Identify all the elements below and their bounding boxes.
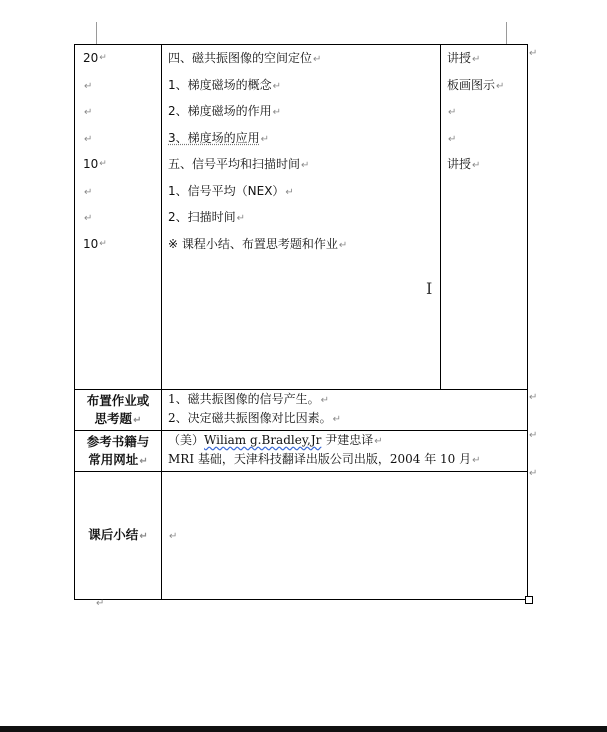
reference-line-2: MRI 基础，天津科技翻译出版公司出版，2004 年 10 月↵ bbox=[168, 452, 481, 466]
summary-row bbox=[75, 472, 528, 600]
time-line-5: ↵ bbox=[84, 186, 93, 198]
method-column bbox=[441, 45, 528, 390]
text-cursor-icon: I bbox=[426, 279, 433, 298]
method-line-2: ↵ bbox=[448, 107, 457, 118]
window-bottom-edge bbox=[0, 726, 607, 732]
content-line-5: 1、信号平均（NEX）↵ bbox=[168, 183, 294, 198]
time-line-4: 10↵ bbox=[83, 157, 107, 171]
time-line-6: ↵ bbox=[84, 213, 93, 224]
summary-content[interactable]: ↵ bbox=[162, 472, 528, 600]
time-line-3: ↵ bbox=[84, 133, 93, 145]
content-line-3: 3、梯度场的应用↵ bbox=[168, 130, 270, 145]
row-end-mark-1: ↵ bbox=[529, 48, 538, 59]
method-line-0: 讲授↵ bbox=[447, 51, 481, 65]
time-line-1: ↵ bbox=[84, 80, 93, 92]
time-line-0: 20↵ bbox=[83, 51, 107, 65]
row-end-mark-3: ↵ bbox=[529, 430, 538, 441]
schedule-row bbox=[75, 45, 528, 390]
homework-item-1: 1、磁共振图像的信号产生。↵ bbox=[168, 392, 330, 406]
homework-item-2: 2、决定磁共振图像对比因素。↵ bbox=[168, 411, 342, 425]
crop-mark-left bbox=[96, 22, 97, 44]
after-table-paragraph-mark: ↵ bbox=[96, 598, 105, 609]
content-line-0: 四、磁共振图像的空间定位↵ bbox=[168, 51, 322, 65]
references-label: 参考书籍与 常用网址↵ bbox=[75, 431, 162, 472]
method-line-1: 板画图示↵ bbox=[447, 77, 505, 92]
content-line-7: ※ 课程小结、布置思考题和作业↵ bbox=[168, 236, 348, 251]
method-line-4: 讲授↵ bbox=[447, 157, 481, 171]
content-column bbox=[162, 45, 441, 390]
time-column bbox=[75, 45, 162, 390]
lesson-plan-table bbox=[74, 44, 528, 600]
homework-label: 布置作业或 思考题↵ bbox=[75, 390, 162, 431]
content-line-4: 五、信号平均和扫描时间↵ bbox=[168, 157, 310, 171]
homework-content bbox=[162, 390, 528, 431]
time-line-2: ↵ bbox=[84, 107, 93, 118]
reference-line-1: （美）Wiliam g.Bradley,Jr 尹建忠译↵ bbox=[168, 433, 383, 447]
references-content bbox=[162, 431, 528, 472]
table-resize-handle[interactable] bbox=[525, 596, 533, 604]
row-end-mark-2: ↵ bbox=[529, 392, 538, 403]
crop-mark-right bbox=[506, 22, 507, 44]
homework-row bbox=[75, 390, 528, 431]
content-line-2: 2、梯度磁场的作用↵ bbox=[168, 104, 282, 118]
content-line-6: 2、扫描时间↵ bbox=[168, 210, 246, 224]
time-line-7: 10↵ bbox=[83, 236, 107, 251]
content-line-1: 1、梯度磁场的概念↵ bbox=[168, 77, 282, 92]
summary-label: 课后小结↵ bbox=[75, 472, 162, 600]
row-end-mark-4: ↵ bbox=[529, 468, 538, 479]
references-row bbox=[75, 431, 528, 472]
method-line-3: ↵ bbox=[448, 133, 457, 145]
